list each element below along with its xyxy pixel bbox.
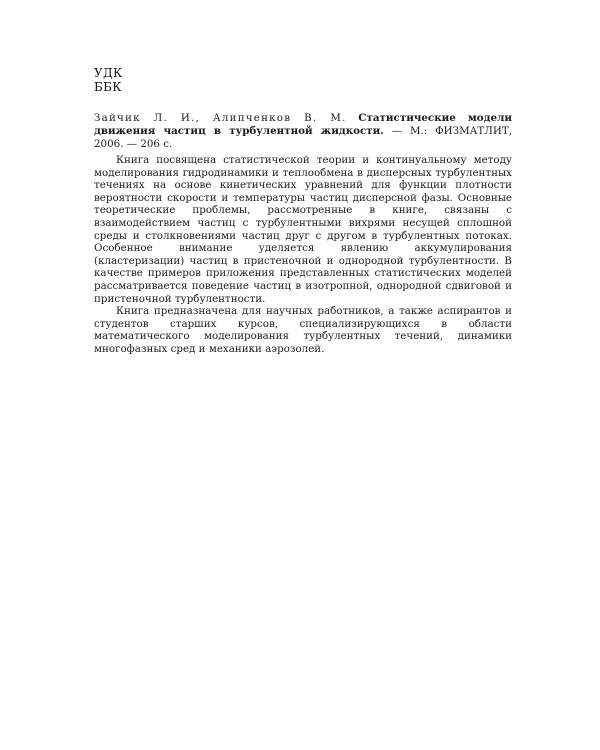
annotation (94, 154, 512, 356)
annotation-paragraph: Книга предназначена для научных работников, а также аспирантов и студентов старших курсов, специализирующихся в области математического моделирования турбулентных течений, динамики многофазных сред и механики аэрозолей. (94, 305, 512, 355)
citation-publication: — М.: ФИЗМАТЛИТ, 2006. — 206 с. (94, 125, 512, 150)
citation-authors: Зайчик Л. И., Алипченков В. М. (94, 112, 347, 124)
annotation-paragraph: Книга посвящена статистической теории и континуальному методу моделирования гидродинамики и теплообмена в дисперсных турбулентных течениях на основе кинетических уравнений для функции плотности вероятности скорости и температуры частиц дисперсной фазы. Основные теоретические проблемы, рассмотренные в книге, связаны с взаимодействием частиц с турбулентными вихрями несущей сплошной среды и столкновениями частиц друг с другом в турбулентных потоках. Особенное внимание уделяется явлению аккумулирования (кластеризации) частиц в пристеночной и однородной турбулентности. В качестве примеров приложения представленных статистических моделей рассматривается поведение частиц в изотропной, однородной сдвиговой и пристеночной турбулентности. (94, 154, 512, 305)
udk-label: УДК (94, 66, 123, 80)
bibliographic-entry (94, 112, 512, 151)
bbk-label: ББК (94, 80, 122, 94)
citation-title: Статистические модели движения частиц в турбулентной жидкости. (94, 112, 512, 137)
classification-codes (94, 66, 174, 94)
